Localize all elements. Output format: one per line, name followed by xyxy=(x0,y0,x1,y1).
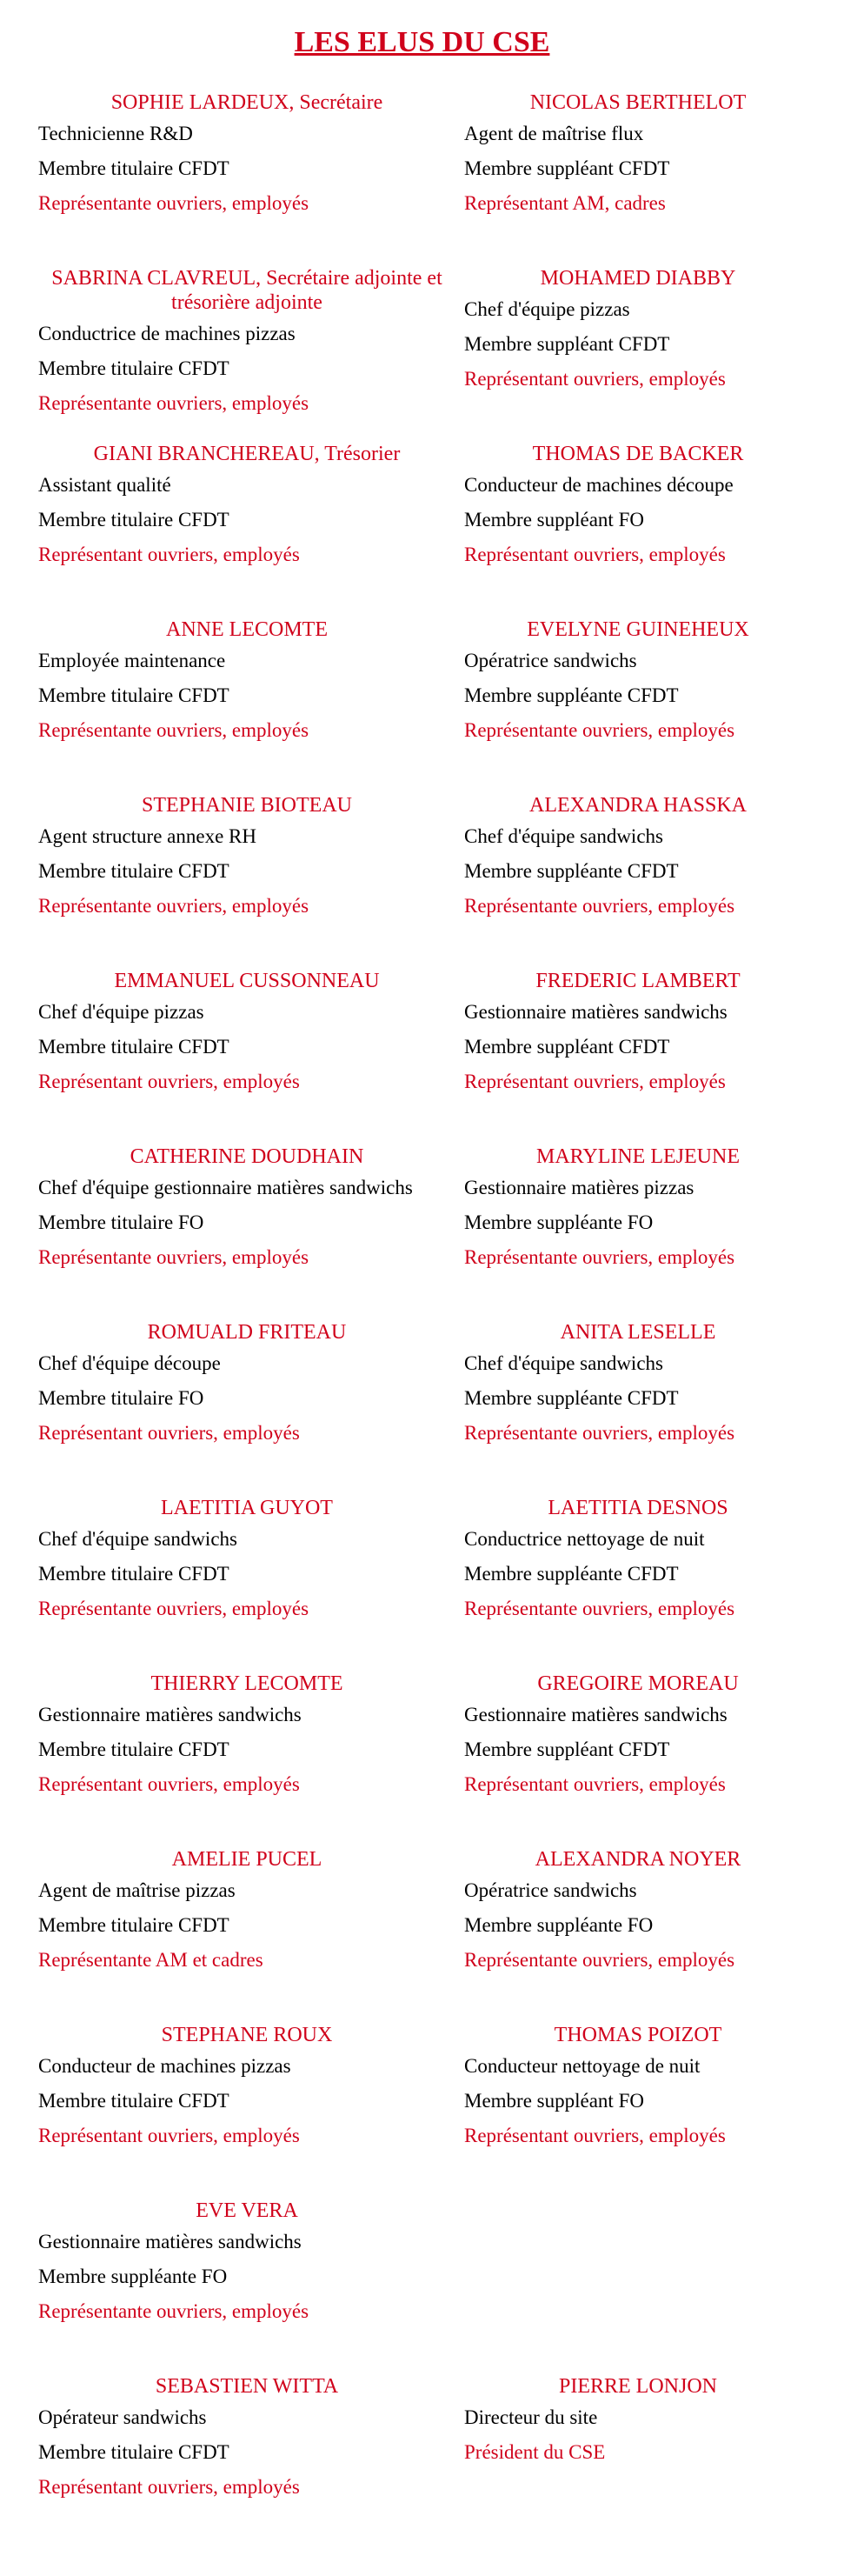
member-membership: Membre titulaire CFDT xyxy=(38,860,229,882)
member-job: Conducteur nettoyage de nuit xyxy=(464,2055,701,2077)
member-card xyxy=(38,90,464,266)
member-job: Gestionnaire matières sandwichs xyxy=(464,1704,728,1725)
member-name: THOMAS DE BACKER xyxy=(532,443,744,465)
member-job: Chef d'équipe pizzas xyxy=(38,1001,204,1023)
member-job: Employée maintenance xyxy=(38,650,226,671)
member-name: THIERRY LECOMTE xyxy=(150,1672,343,1695)
member-job: Chef d'équipe sandwichs xyxy=(464,1352,663,1374)
member-card xyxy=(464,442,821,617)
member-name: LAETITIA DESNOS xyxy=(548,1497,728,1519)
member-college: Représentant ouvriers, employés xyxy=(464,544,726,565)
member-job: Assistant qualité xyxy=(38,474,171,496)
member-membership: Membre suppléante FO xyxy=(464,1914,654,1936)
member-college: Représentante ouvriers, employés xyxy=(464,1949,735,1971)
member-college: Représentante ouvriers, employés xyxy=(464,1422,735,1444)
member-name: EVELYNE GUINEHEUX xyxy=(527,618,749,641)
member-job: Directeur du site xyxy=(464,2406,598,2428)
member-college: Représentante ouvriers, employés xyxy=(38,1246,309,1268)
member-college: Représentante ouvriers, employés xyxy=(38,719,309,741)
member-job: Conducteur de machines pizzas xyxy=(38,2055,291,2077)
member-name: ROMUALD FRITEAU xyxy=(147,1321,347,1344)
member-college: Représentante ouvriers, employés xyxy=(38,1598,309,1619)
member-name: SEBASTIEN WITTA xyxy=(155,2375,339,2398)
member-college: Représentant ouvriers, employés xyxy=(38,1422,300,1444)
member-membership: Membre suppléante CFDT xyxy=(464,860,679,882)
member-membership: Membre titulaire CFDT xyxy=(38,357,229,379)
member-job: Agent structure annexe RH xyxy=(38,825,257,847)
member-name: ALEXANDRA HASSKA xyxy=(528,794,748,817)
member-card xyxy=(38,442,464,617)
member-card xyxy=(464,1145,821,1320)
member-job: Gestionnaire matières sandwichs xyxy=(38,2231,302,2252)
member-name: GREGOIRE MOREAU xyxy=(537,1672,739,1695)
member-name: NICOLAS BERTHELOT xyxy=(529,91,747,114)
member-name: LAETITIA GUYOT xyxy=(161,1497,333,1519)
member-card xyxy=(38,969,464,1145)
member-job: Conductrice nettoyage de nuit xyxy=(464,1528,705,1550)
member-membership: Membre suppléante CFDT xyxy=(464,1563,679,1585)
member-membership: Membre suppléante FO xyxy=(464,1211,654,1233)
member-name: MARYLINE LEJEUNE xyxy=(536,1145,740,1168)
member-job: Chef d'équipe gestionnaire matières sandwichs xyxy=(38,1177,413,1198)
member-college: Représentant ouvriers, employés xyxy=(38,1071,300,1092)
member-name: STEPHANIE BIOTEAU xyxy=(142,794,352,817)
member-card xyxy=(464,2374,821,2550)
member-membership: Membre suppléante CFDT xyxy=(464,1387,679,1409)
member-college: Représentant ouvriers, employés xyxy=(38,2125,300,2146)
member-name: SOPHIE LARDEUX, Secrétaire xyxy=(110,91,383,114)
member-membership: Membre titulaire CFDT xyxy=(38,684,229,706)
member-job: Opératrice sandwichs xyxy=(464,650,637,671)
member-college: Représentante ouvriers, employés xyxy=(38,392,309,414)
member-card xyxy=(464,266,821,442)
member-membership: Membre titulaire CFDT xyxy=(38,2441,229,2463)
member-card xyxy=(38,2199,464,2374)
member-card xyxy=(464,1847,821,2023)
member-card xyxy=(38,2023,464,2199)
member-college: Représentante ouvriers, employés xyxy=(464,719,735,741)
member-name: ALEXANDRA NOYER xyxy=(535,1848,741,1871)
member-card xyxy=(464,969,821,1145)
member-card xyxy=(464,1672,821,1847)
member-membership: Membre titulaire FO xyxy=(38,1387,204,1409)
member-card xyxy=(464,793,821,969)
member-job: Chef d'équipe découpe xyxy=(38,1352,221,1374)
member-college: Représentant ouvriers, employés xyxy=(464,2125,726,2146)
member-college: Représentante ouvriers, employés xyxy=(38,2300,309,2322)
member-job: Conductrice de machines pizzas xyxy=(38,323,296,344)
member-job: Chef d'équipe sandwichs xyxy=(464,825,663,847)
member-membership: Membre titulaire CFDT xyxy=(38,1738,229,1760)
member-college: Représentant ouvriers, employés xyxy=(38,2476,300,2498)
member-college: Représentant ouvriers, employés xyxy=(38,1773,300,1795)
member-membership: Membre suppléante CFDT xyxy=(464,684,679,706)
member-card xyxy=(464,90,821,266)
member-college: Représentante ouvriers, employés xyxy=(464,1246,735,1268)
member-name: AMELIE PUCEL xyxy=(171,1848,322,1871)
member-college: Représentant ouvriers, employés xyxy=(464,1071,726,1092)
member-card xyxy=(38,2374,464,2550)
member-name: THOMAS POIZOT xyxy=(554,2024,722,2046)
member-job: Gestionnaire matières sandwichs xyxy=(38,1704,302,1725)
member-college: Représentante ouvriers, employés xyxy=(38,192,309,214)
member-membership: Membre suppléant FO xyxy=(464,2090,644,2112)
member-job: Opérateur sandwichs xyxy=(38,2406,207,2428)
member-card xyxy=(464,1320,821,1496)
member-name: ANITA LESELLE xyxy=(560,1321,716,1344)
member-college: Représentant ouvriers, employés xyxy=(464,368,726,390)
member-membership: Membre suppléant CFDT xyxy=(464,157,670,179)
member-college: Représentant ouvriers, employés xyxy=(464,1773,726,1795)
member-membership: Membre titulaire CFDT xyxy=(38,1036,229,1058)
member-membership: Membre suppléante FO xyxy=(38,2266,228,2287)
member-name: ANNE LECOMTE xyxy=(166,618,328,641)
member-card xyxy=(38,266,464,442)
member-job: Chef d'équipe pizzas xyxy=(464,298,630,320)
member-card xyxy=(464,2023,821,2199)
page-title: LES ELUS DU CSE xyxy=(294,26,550,58)
member-name: CATHERINE DOUDHAIN xyxy=(130,1145,364,1168)
member-job: Opératrice sandwichs xyxy=(464,1879,637,1901)
member-college: Représentante ouvriers, employés xyxy=(464,1598,735,1619)
member-college: Représentant AM, cadres xyxy=(464,192,666,214)
member-name: EMMANUEL CUSSONNEAU xyxy=(114,970,380,992)
member-college: Représentante AM et cadres xyxy=(38,1949,263,1971)
member-membership: Membre suppléant FO xyxy=(464,509,644,531)
member-card xyxy=(38,1847,464,2023)
member-card xyxy=(38,1672,464,1847)
member-card xyxy=(464,617,821,793)
member-job: Technicienne R&D xyxy=(38,123,193,144)
member-college: Président du CSE xyxy=(464,2441,606,2463)
member-job: Conducteur de machines découpe xyxy=(464,474,734,496)
member-card xyxy=(38,793,464,969)
member-card xyxy=(38,1320,464,1496)
member-college: Représentante ouvriers, employés xyxy=(464,895,735,917)
member-name: EVE VERA xyxy=(196,2199,298,2222)
member-membership: Membre titulaire CFDT xyxy=(38,157,229,179)
member-membership: Membre titulaire CFDT xyxy=(38,2090,229,2112)
member-name: STEPHANE ROUX xyxy=(161,2024,333,2046)
member-card xyxy=(38,1496,464,1672)
member-job: Gestionnaire matières sandwichs xyxy=(464,1001,728,1023)
members-grid xyxy=(38,90,821,2550)
member-membership: Membre titulaire CFDT xyxy=(38,1563,229,1585)
member-membership: Membre suppléant CFDT xyxy=(464,333,670,355)
member-college: Représentante ouvriers, employés xyxy=(38,895,309,917)
member-membership: Membre titulaire CFDT xyxy=(38,509,229,531)
member-name: GIANI BRANCHEREAU, Trésorier xyxy=(93,443,401,465)
member-job: Gestionnaire matières pizzas xyxy=(464,1177,694,1198)
member-name: PIERRE LONJON xyxy=(558,2375,717,2398)
member-name: MOHAMED DIABBY xyxy=(540,267,736,290)
member-job: Chef d'équipe sandwichs xyxy=(38,1528,237,1550)
member-name: FREDERIC LAMBERT xyxy=(535,970,741,992)
member-job: Agent de maîtrise pizzas xyxy=(38,1879,236,1901)
member-membership: Membre titulaire CFDT xyxy=(38,1914,229,1936)
member-college: Représentant ouvriers, employés xyxy=(38,544,300,565)
member-membership: Membre suppléant CFDT xyxy=(464,1036,670,1058)
member-card xyxy=(464,1496,821,1672)
member-membership: Membre titulaire FO xyxy=(38,1211,204,1233)
member-card xyxy=(38,617,464,793)
member-job: Agent de maîtrise flux xyxy=(464,123,644,144)
member-membership: Membre suppléant CFDT xyxy=(464,1738,670,1760)
member-name: SABRINA CLAVREUL, Secrétaire adjointe et trésorière adjointe xyxy=(51,267,442,314)
member-card xyxy=(38,1145,464,1320)
